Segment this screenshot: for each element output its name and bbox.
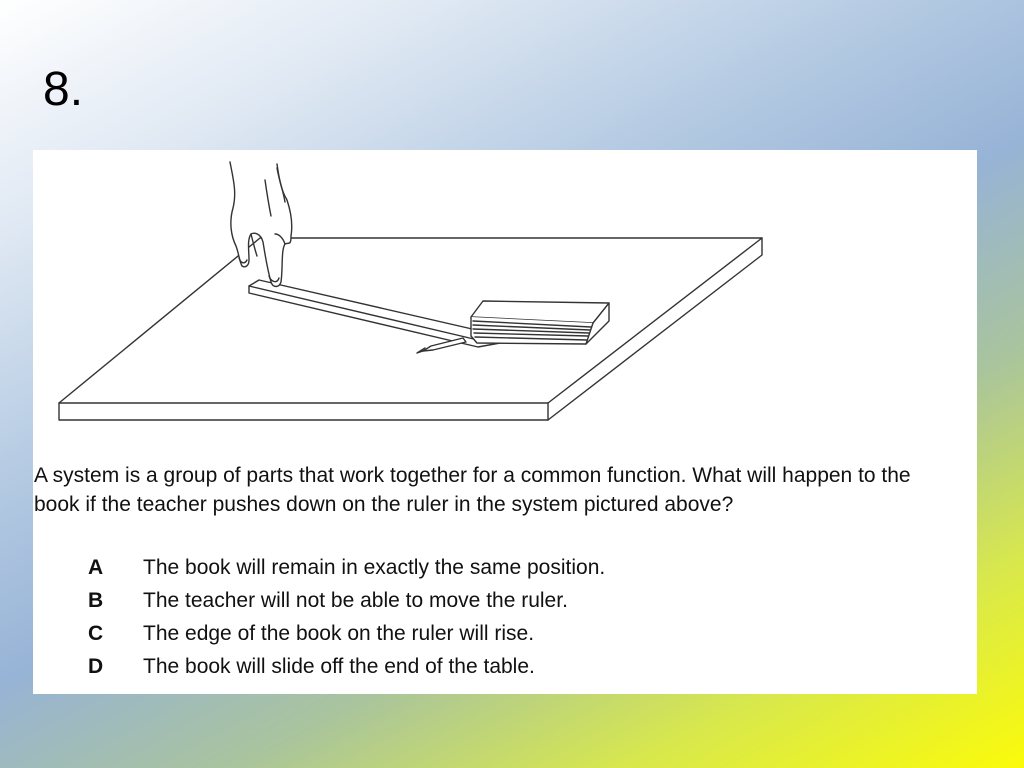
answer-choices [88,556,948,688]
slide-number: 8. [43,63,84,116]
question-card [33,150,977,694]
book [471,301,609,344]
choice-letter: A [88,556,104,579]
choice-letter: C [88,622,104,645]
choice-c[interactable] [88,622,948,655]
choice-a[interactable] [88,556,948,589]
lever-system-illustration [33,150,977,450]
choice-text: The book will slide off the end of the table. [143,655,535,678]
table-front-edge [59,403,548,420]
choice-text: The book will remain in exactly the same position. [143,556,606,579]
choice-letter: B [88,589,104,612]
choice-b[interactable] [88,589,948,622]
question-text: A system is a group of parts that work together for a common function. What will happen to the book if the teacher pushes down on the ruler in the system pictured above? [34,464,911,516]
choice-text: The edge of the book on the ruler will rise. [143,622,535,645]
choice-text: The teacher will not be able to move the ruler. [143,589,568,612]
choice-letter: D [88,655,104,678]
choice-d[interactable] [88,655,948,688]
